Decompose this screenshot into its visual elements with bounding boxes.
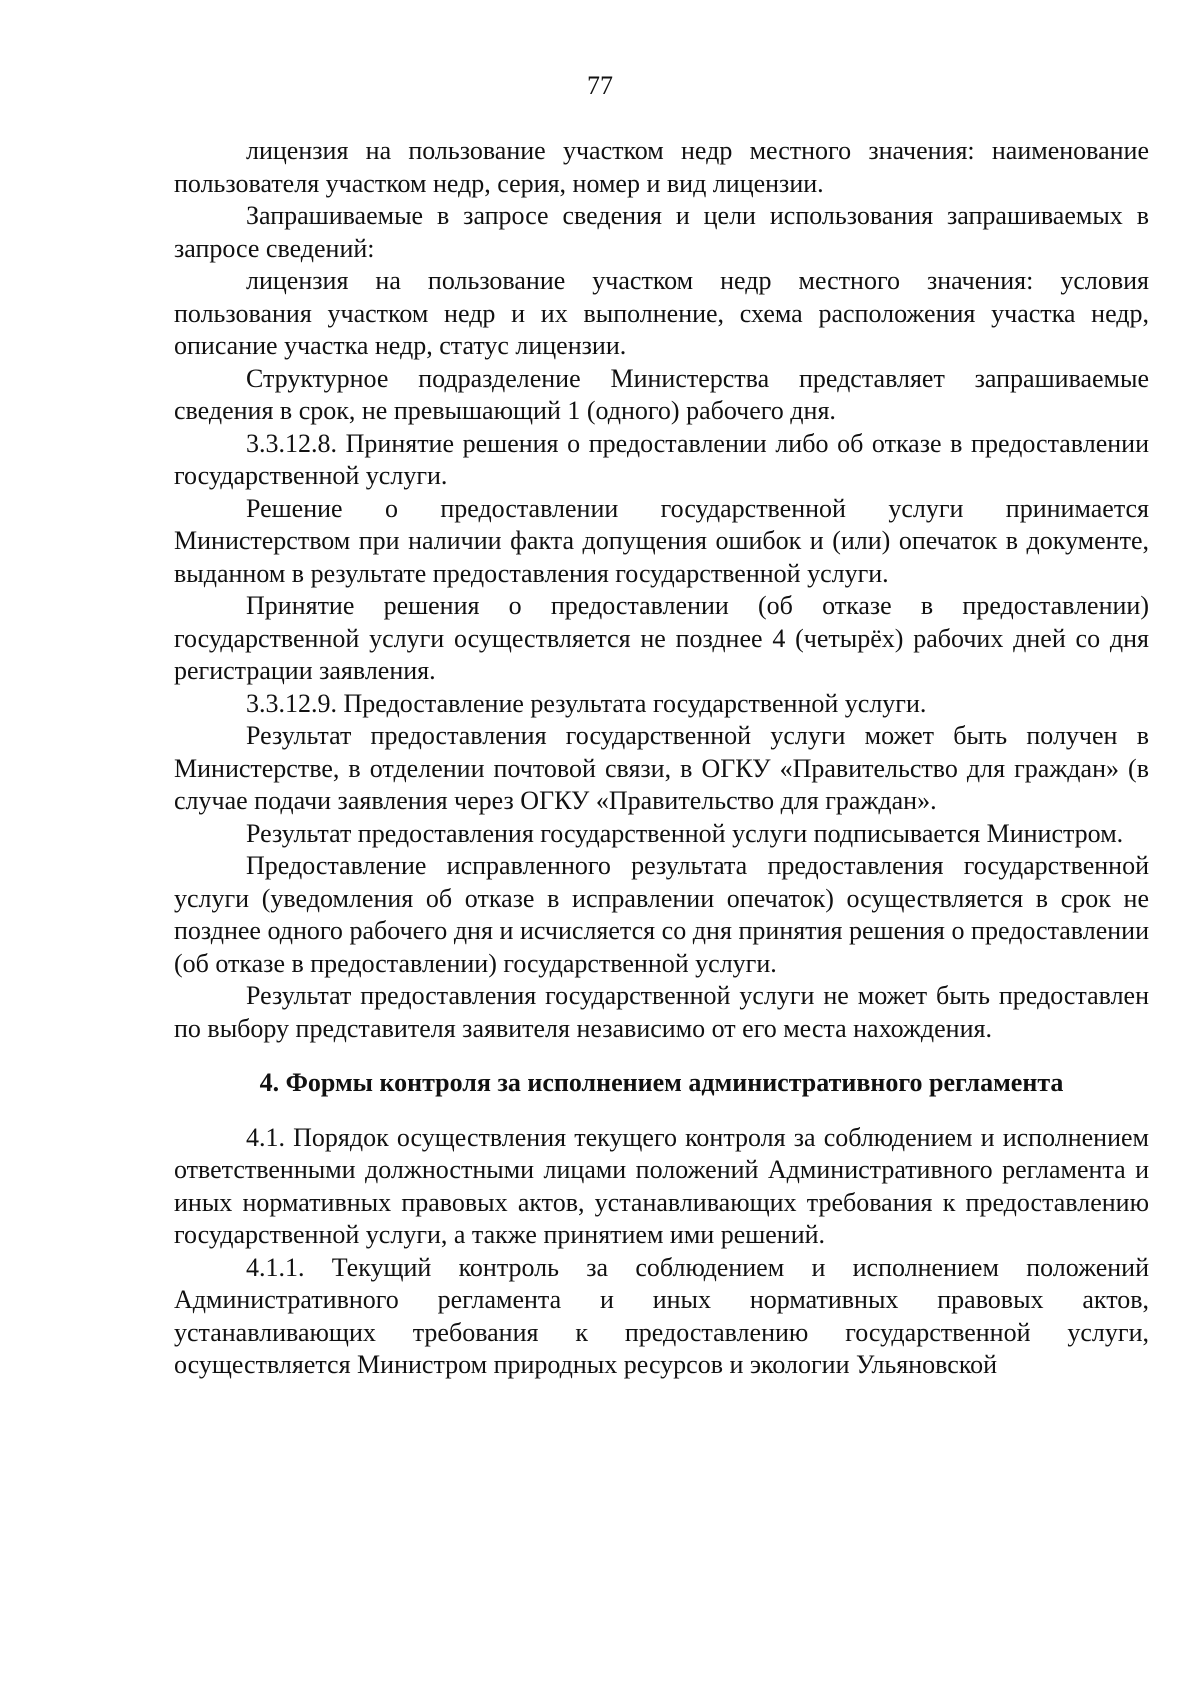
paragraph-license-name: лицензия на пользование участком недр местного значения: наименование пользователя участком недр, серия, номер и вид лицензии. xyxy=(174,136,1149,198)
section-heading: 4. Формы контроля за исполнением административного регламента xyxy=(259,1068,1064,1097)
page-number: 77 xyxy=(587,71,613,100)
paragraph-decision-deadline: Принятие решения о предоставлении (об отказе в предоставлении) государственной услуги осуществляется не позднее 4 (четырёх) рабочих дней со дня регистрации заявления. xyxy=(174,591,1149,685)
paragraph-result-location: Результат предоставления государственной услуги не может быть предоставлен по выбору представителя заявителя независимо от его места нахождения. xyxy=(174,981,1149,1043)
paragraph-3-3-12-8: 3.3.12.8. Принятие решения о предоставлении либо об отказе в предоставлении государственной услуги. xyxy=(174,428,1149,490)
paragraph-4-1-1: 4.1.1. Текущий контроль за соблюдением и исполнением положений Административного регламента и иных нормативных правовых актов, устанавливающих требования к предоставлению государственной услуги, осуществляется Министром природных ресурсов и экологии Ульяновской xyxy=(174,1252,1149,1379)
document-body xyxy=(174,135,1149,1382)
paragraph-corrected-result: Предоставление исправленного результата предоставления государственной услуги (уведомления об отказе в исправлении опечаток) осуществляется в срок не позднее одного рабочего дня и исчисляется со дня принятия решения о предоставлении (об отказе в предоставлении) государственной услуги. xyxy=(174,851,1149,978)
paragraph-requested-info: Запрашиваемые в запросе сведения и цели использования запрашиваемых в запросе сведений: xyxy=(174,201,1149,263)
paragraph-department-deadline: Структурное подразделение Министерства представляет запрашиваемые сведения в срок, не превышающий 1 (одного) рабочего дня. xyxy=(174,363,1149,425)
paragraph-result-signed: Результат предоставления государственной услуги подписывается Министром. xyxy=(246,818,1124,848)
paragraph-4-1: 4.1. Порядок осуществления текущего контроля за соблюдением и исполнением ответственными должностными лицами положений Административного регламента и иных нормативных правовых актов, устанавливающих требования к предоставлению государственной услуги, а также принятием ими решений. xyxy=(174,1122,1149,1249)
paragraph-decision: Решение о предоставлении государственной услуги принимается Министерством при наличии факта допущения ошибок и (или) опечаток в документе, выданном в результате предоставления государственной услуги. xyxy=(174,493,1149,588)
paragraph-3-3-12-9: 3.3.12.9. Предоставление результата государственной услуги. xyxy=(246,688,927,718)
paragraph-license-conditions: лицензия на пользование участком недр местного значения: условия пользования участком недр и их выполнение, схема расположения участка недр, описание участка недр, статус лицензии. xyxy=(174,266,1149,360)
paragraph-result-receipt: Результат предоставления государственной услуги может быть получен в Министерстве, в отделении почтовой связи, в ОГКУ «Правительство для граждан» (в случае подачи заявления через ОГКУ «Правительство для граждан». xyxy=(174,721,1149,815)
